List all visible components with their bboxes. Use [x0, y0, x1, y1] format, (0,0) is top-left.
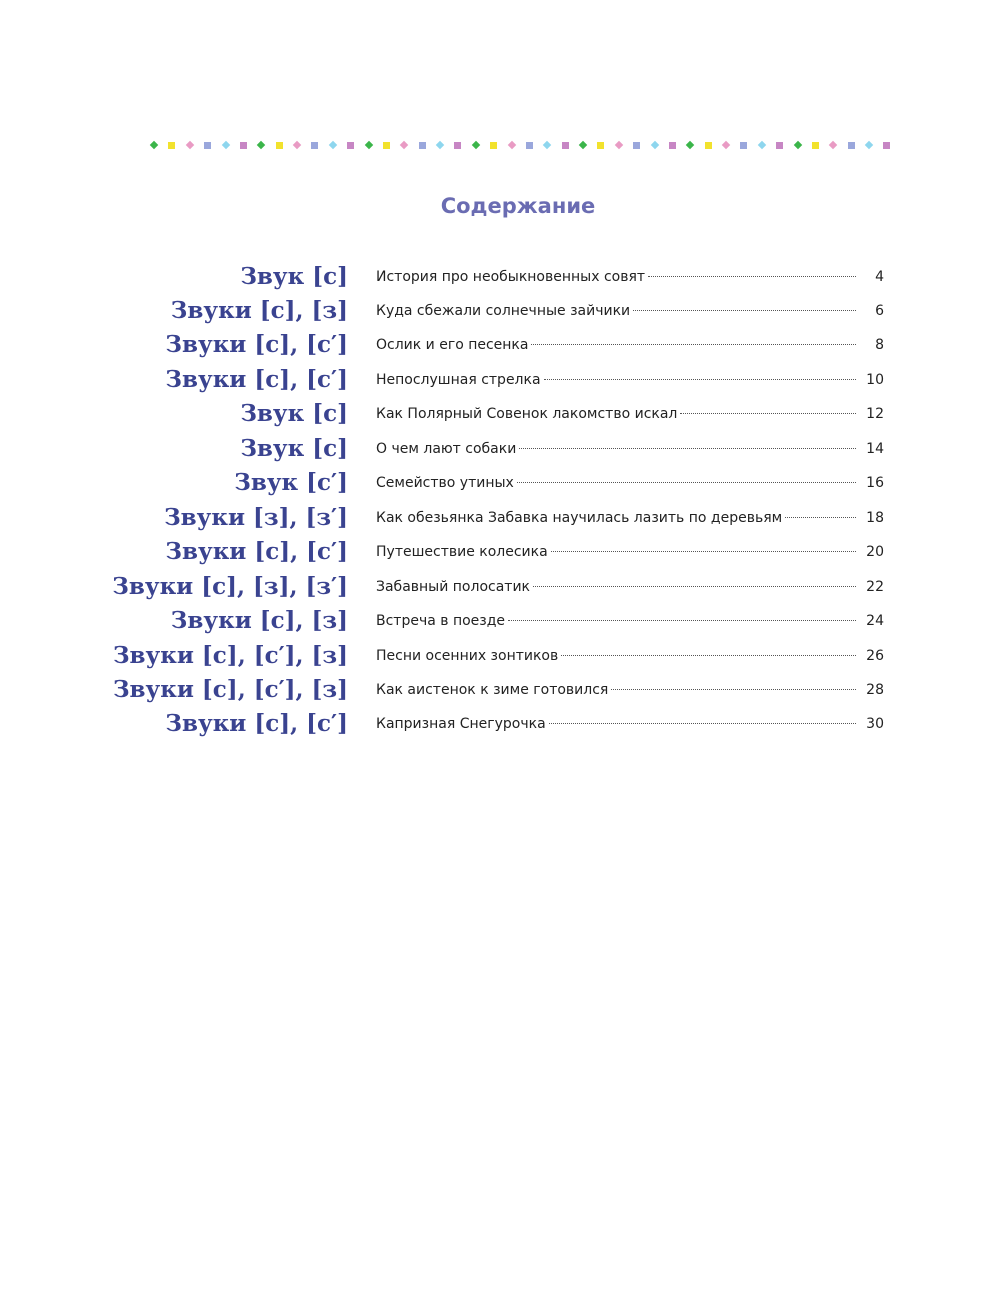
toc-sound-label: Звуки [с], [с′]	[165, 538, 348, 565]
decor-dot	[597, 142, 604, 149]
toc-dot-leader	[533, 586, 856, 587]
toc-dot-leader	[519, 448, 856, 449]
toc-dot-leader	[544, 379, 856, 380]
toc-entry[interactable]	[376, 436, 884, 462]
toc-page-number: 18	[866, 510, 884, 526]
toc-row	[0, 397, 1000, 431]
toc-page-number: 24	[866, 613, 884, 629]
toc-sound-label: Звук [с]	[240, 435, 348, 462]
decor-dot	[740, 142, 747, 149]
decor-dot	[454, 142, 461, 149]
decor-dot	[221, 141, 229, 149]
toc-row	[0, 570, 1000, 604]
toc-entry-title: Семейство утиных	[376, 475, 514, 491]
toc-entry-title: Непослушная стрелка	[376, 372, 541, 388]
toc-entry[interactable]	[376, 470, 884, 496]
decor-dot	[722, 141, 730, 149]
toc-sound-label: Звуки [с], [с′], [з]	[112, 642, 348, 669]
toc-entry-title: История про необыкновенных совят	[376, 269, 646, 285]
toc-entry[interactable]	[376, 401, 884, 427]
toc-entry-title: Ослик и его песенка	[376, 337, 529, 353]
toc-entry-title: Капризная Снегурочка	[376, 716, 546, 732]
toc-sound-label: Звуки [с], [з]	[170, 607, 348, 634]
toc-dot-leader	[517, 482, 856, 483]
toc-sound-label: Звуки [з], [з′]	[164, 504, 348, 531]
toc-entry-title: Как обезьянка Забавка научилась лазить по деревьям	[376, 510, 783, 526]
toc-dot-leader	[549, 723, 856, 724]
toc-dot-leader	[648, 276, 856, 277]
toc-row	[0, 673, 1000, 707]
toc-entry[interactable]	[376, 332, 884, 358]
decor-dot	[293, 141, 301, 149]
toc-entry-title: Встреча в поезде	[376, 613, 506, 629]
decor-dot	[436, 141, 444, 149]
decor-dot	[150, 141, 158, 149]
toc-entry[interactable]	[376, 711, 884, 737]
toc-dot-leader	[508, 620, 856, 621]
toc-entry[interactable]	[376, 574, 884, 600]
decor-dot	[705, 142, 712, 149]
decor-dot	[669, 142, 676, 149]
decor-dot	[168, 142, 175, 149]
toc-row	[0, 294, 1000, 328]
toc-row	[0, 604, 1000, 638]
toc-sound-label: Звуки [с], [с′], [з]	[112, 676, 348, 703]
decor-dot	[329, 141, 337, 149]
decor-dot	[311, 142, 318, 149]
decor-dot	[364, 141, 372, 149]
toc-row	[0, 707, 1000, 741]
decor-dot	[472, 141, 480, 149]
decor-dot	[204, 142, 211, 149]
toc-dot-leader	[680, 413, 856, 414]
toc-row	[0, 260, 1000, 294]
decor-dot	[793, 141, 801, 149]
toc-entry-title: Песни осенних зонтиков	[376, 648, 559, 664]
decor-dot	[257, 141, 265, 149]
toc-entry[interactable]	[376, 264, 884, 290]
toc-row	[0, 432, 1000, 466]
toc-page-number: 14	[866, 441, 884, 457]
decor-dot	[490, 142, 497, 149]
toc-dot-leader	[633, 310, 856, 311]
toc-page-number: 26	[866, 648, 884, 664]
decor-dot	[507, 141, 515, 149]
decor-dot	[776, 142, 783, 149]
toc-entry[interactable]	[376, 539, 884, 565]
toc-row	[0, 535, 1000, 569]
decorative-dot-border	[151, 138, 891, 152]
decor-dot	[848, 142, 855, 149]
decor-dot	[579, 141, 587, 149]
toc-entry[interactable]	[376, 643, 884, 669]
toc-entry[interactable]	[376, 608, 884, 634]
toc-dot-leader	[785, 517, 856, 518]
toc-page-number: 8	[875, 337, 884, 353]
toc-sound-label: Звук [с]	[240, 263, 348, 290]
decor-dot	[883, 142, 890, 149]
toc-row	[0, 363, 1000, 397]
toc-row	[0, 639, 1000, 673]
toc-entry-title: Путешествие колесика	[376, 544, 548, 560]
toc-sound-label: Звуки [с], [с′]	[165, 331, 348, 358]
toc-page-number: 12	[866, 406, 884, 422]
decor-dot	[562, 142, 569, 149]
decor-dot	[543, 141, 551, 149]
toc-entry-title: Забавный полосатик	[376, 579, 530, 595]
toc-row	[0, 466, 1000, 500]
toc-page-number: 16	[866, 475, 884, 491]
decor-dot	[419, 142, 426, 149]
toc-sound-label: Звук [с]	[240, 400, 348, 427]
page-title: Содержание	[440, 194, 596, 218]
toc-entry-title: О чем лают собаки	[376, 441, 517, 457]
toc-page-number: 28	[866, 682, 884, 698]
decor-dot	[347, 142, 354, 149]
decor-dot	[276, 142, 283, 149]
decor-dot	[633, 142, 640, 149]
decor-dot	[186, 141, 194, 149]
toc-entry[interactable]	[376, 367, 884, 393]
toc-sound-label: Звуки [с], [с′]	[165, 366, 348, 393]
toc-sound-label: Звуки [с], [з]	[170, 297, 348, 324]
toc-entry-title: Куда сбежали солнечные зайчики	[376, 303, 631, 319]
toc-sound-label: Звуки [с], [с′]	[165, 710, 348, 737]
decor-dot	[758, 141, 766, 149]
toc-entry[interactable]	[376, 505, 884, 531]
toc-sound-label: Звуки [с], [з], [з′]	[112, 573, 348, 600]
decor-dot	[650, 141, 658, 149]
decor-dot	[812, 142, 819, 149]
toc-dot-leader	[531, 344, 856, 345]
decor-dot	[865, 141, 873, 149]
decor-dot	[615, 141, 623, 149]
decor-dot	[240, 142, 247, 149]
toc-sound-label: Звук [с′]	[234, 469, 348, 496]
decor-dot	[400, 141, 408, 149]
toc-page-number: 22	[866, 579, 884, 595]
toc-dot-leader	[551, 551, 856, 552]
toc-entry-title: Как аистенок к зиме готовился	[376, 682, 609, 698]
toc-dot-leader	[611, 689, 856, 690]
toc-entry-title: Как Полярный Совенок лакомство искал	[376, 406, 678, 422]
toc-page-number: 20	[866, 544, 884, 560]
toc-page-number: 4	[875, 269, 884, 285]
decor-dot	[526, 142, 533, 149]
toc-entry[interactable]	[376, 677, 884, 703]
toc-page-number: 6	[875, 303, 884, 319]
toc-row	[0, 328, 1000, 362]
toc-entry[interactable]	[376, 298, 884, 324]
decor-dot	[829, 141, 837, 149]
toc-row	[0, 501, 1000, 535]
toc-dot-leader	[561, 655, 856, 656]
decor-dot	[383, 142, 390, 149]
toc-page-number: 30	[866, 716, 884, 732]
toc-page-number: 10	[866, 372, 884, 388]
decor-dot	[686, 141, 694, 149]
